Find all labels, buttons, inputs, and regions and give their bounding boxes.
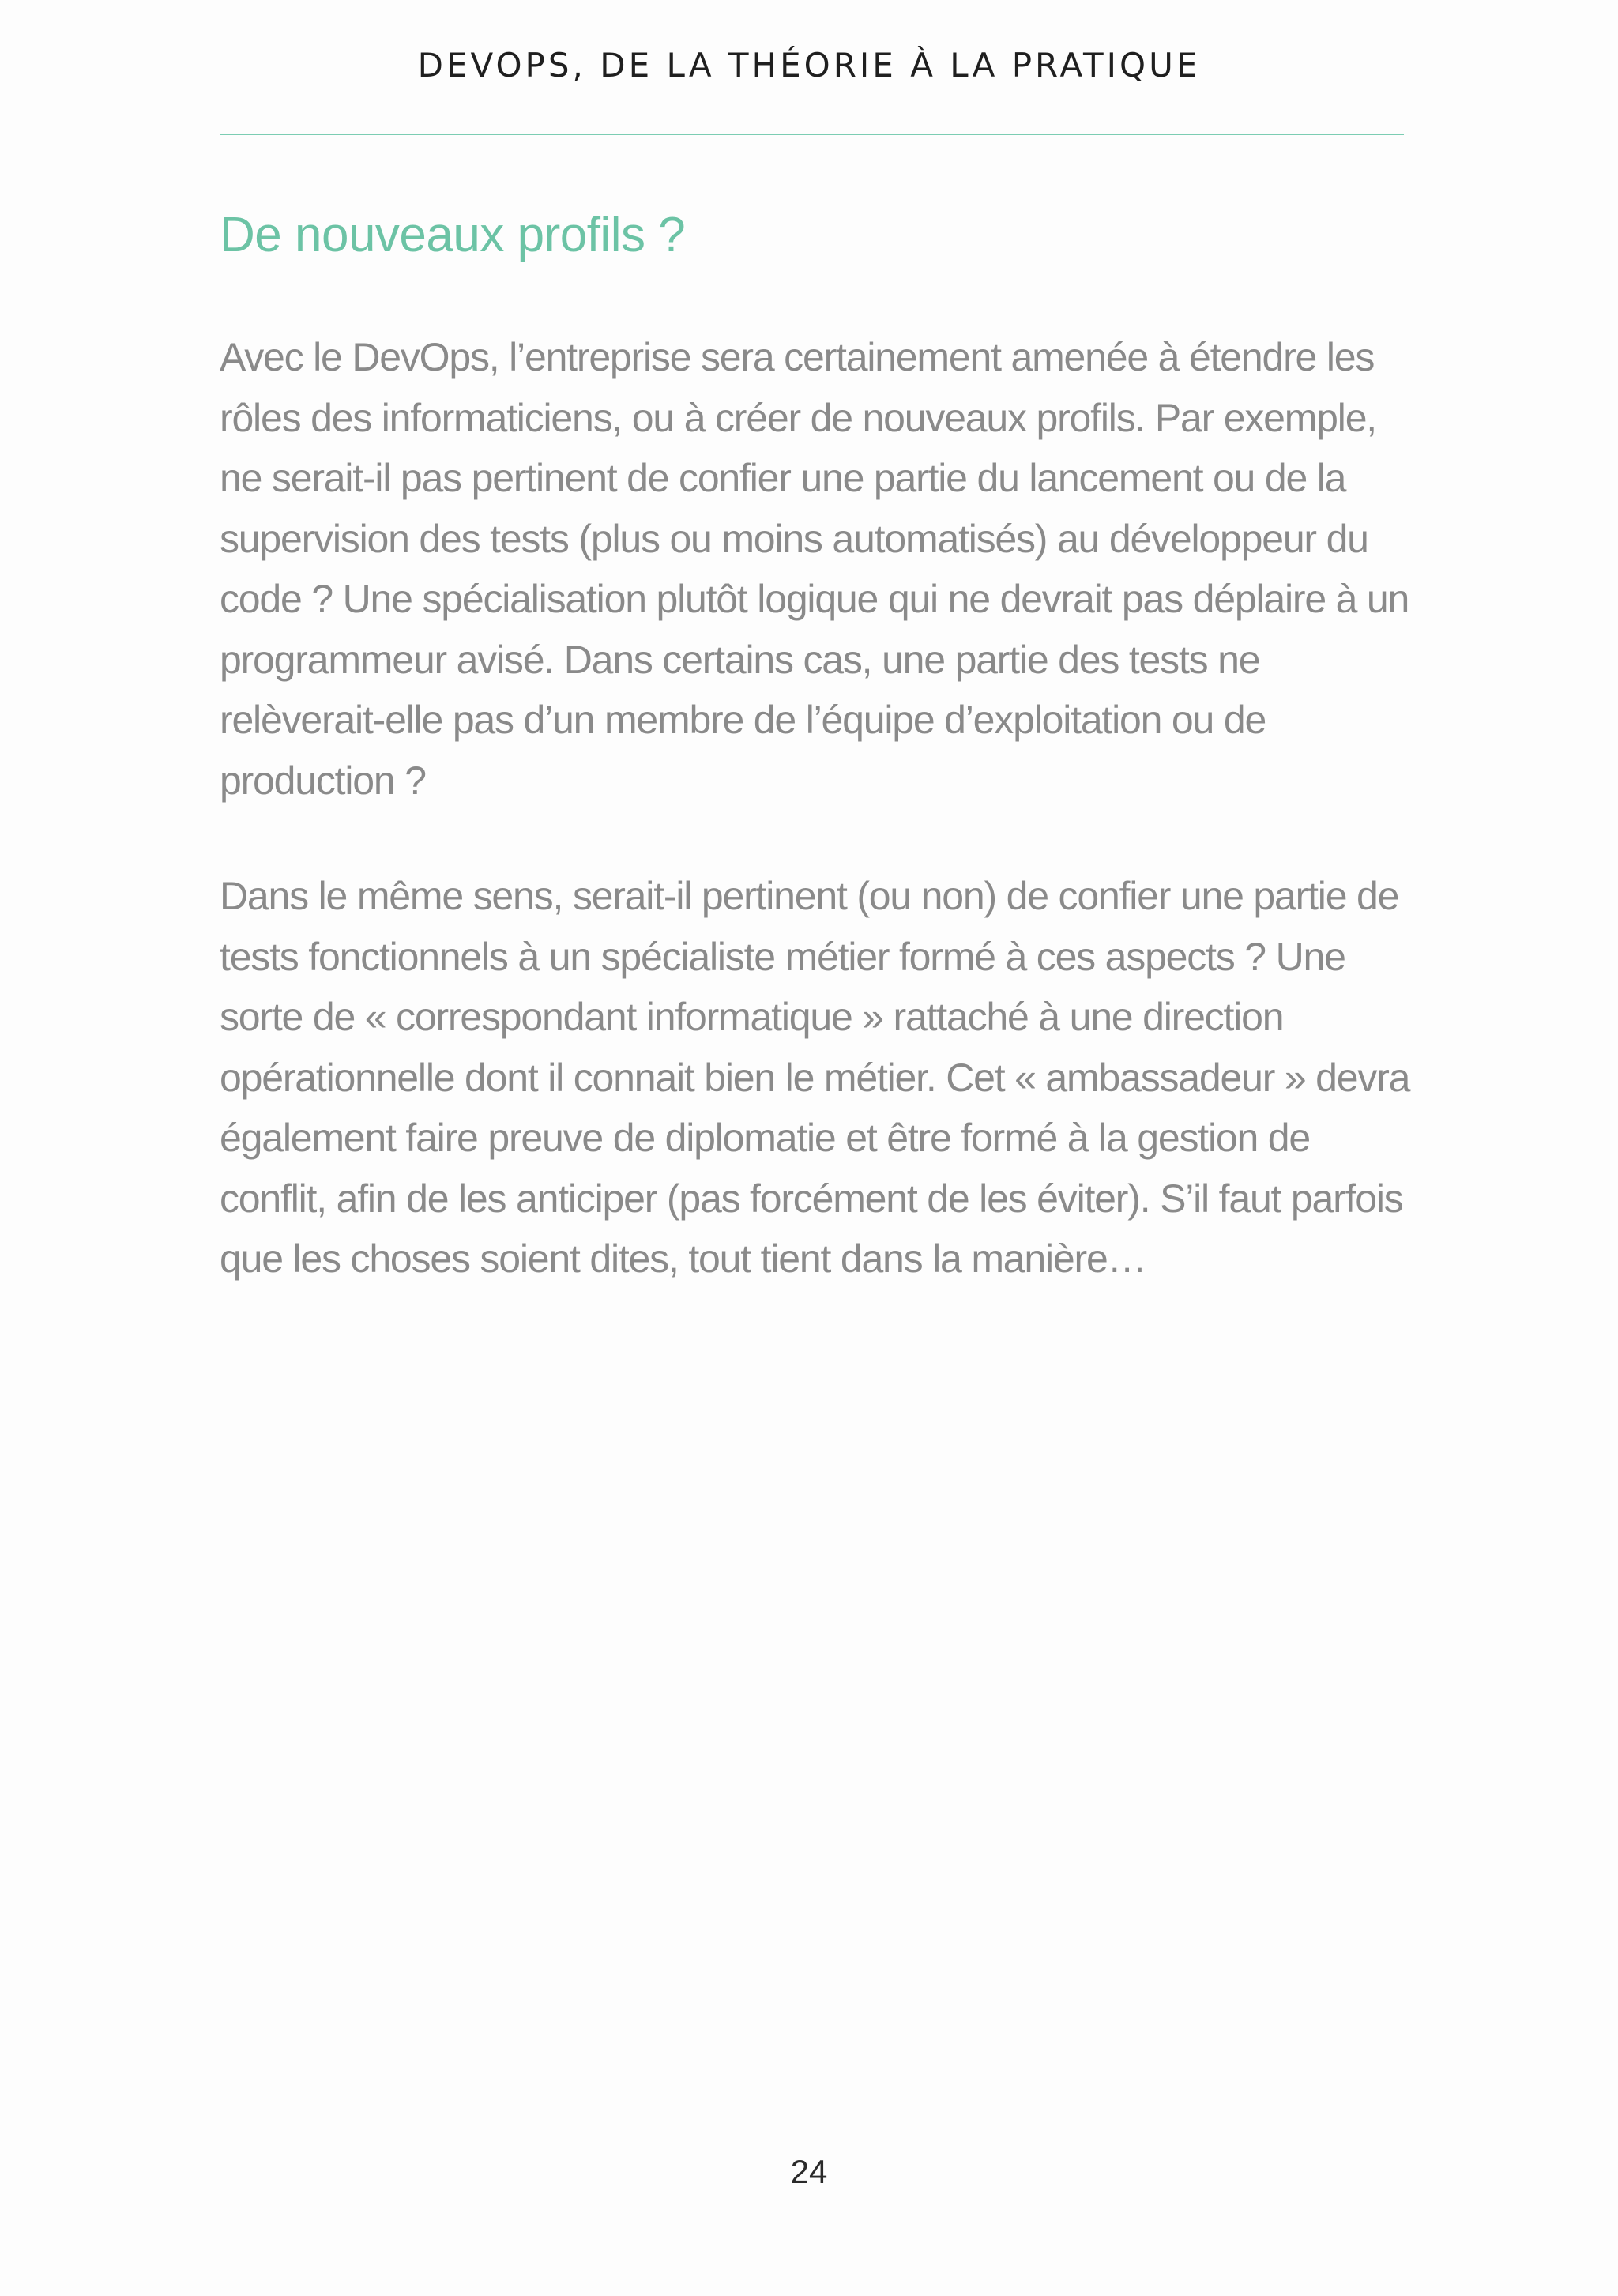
header-divider (220, 134, 1404, 135)
page-number: 24 (790, 2153, 828, 2190)
running-header: DEVOPS, DE LA THÉORIE À LA PRATIQUE (417, 46, 1201, 85)
body-paragraph-2: Dans le même sens, serait-il pertinent (ou non) de confier une partie de tests fonctionnels à un spécialiste métier formé à ces aspects ? Une sorte de « correspondant informatique » rattaché à une direction opérationnelle dont il connait bien le métier. Cet « ambassadeur » devra également faire preuve de diplomatie et être formé à la gestion de conflit, afin de les anticiper (pas forcément de les éviter). S’il faut parfois que les choses soient dites, tout tient dans la manière… (220, 874, 1410, 1281)
section-title: De nouveaux profils ? (220, 208, 686, 262)
body-paragraph-1: Avec le DevOps, l’entreprise sera certainement amenée à étendre les rôles des informaticiens, ou à créer de nouveaux profils. Par exemple, ne serait-il pas pertinent de confier une partie du lancement ou de la supervision des tests (plus ou moins automatisés) au développeur du code ? Une spécialisation plutôt logique qui ne devrait pas déplaire à un programmeur avisé. Dans certains cas, une partie des tests ne relèverait-elle pas d’un membre de l’équipe d’exploitation ou de production ? (220, 335, 1409, 803)
